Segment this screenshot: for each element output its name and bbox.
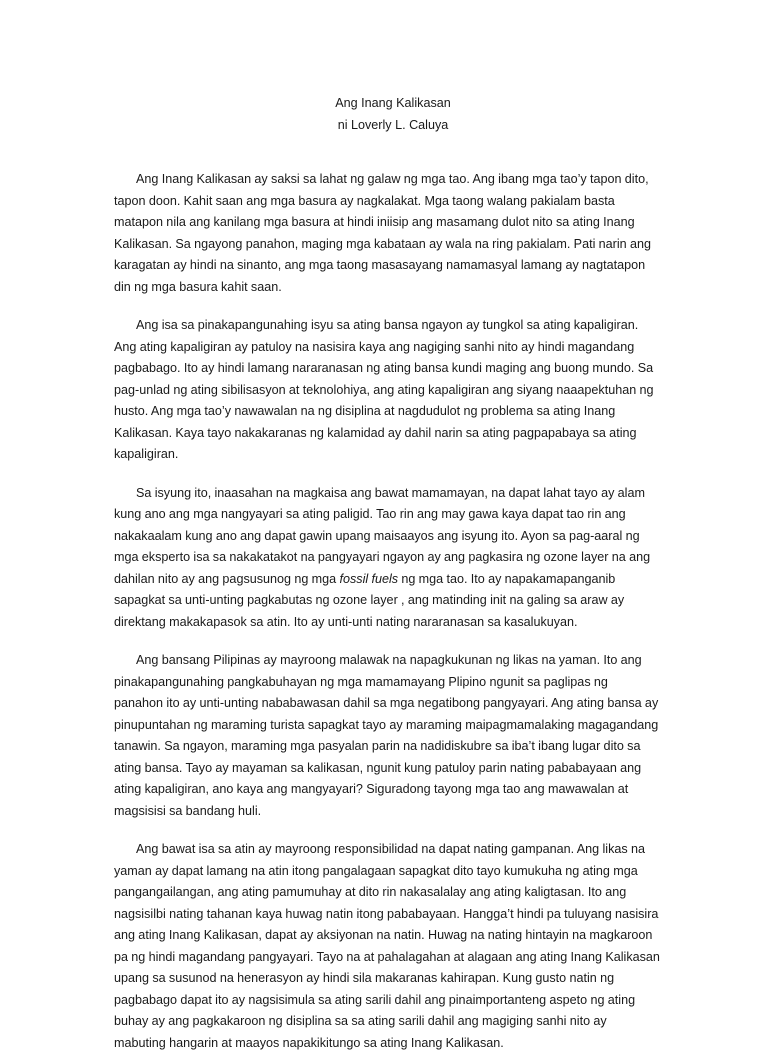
paragraph-1 [114, 169, 660, 298]
paragraph-2 [114, 315, 660, 466]
document-author: ni Loverly L. Caluya [337, 118, 449, 132]
paragraph-2-text: Ang isa sa pinakapangunahing isyu sa ating bansa ngayon ay tungkol sa ating kapaligiran. Ang ating kapaligiran ay patuloy na nasisira kaya ang nagiging sanhi nito ay hindi magandang pagbabago. Ito ay hindi lamang nararanasan ng ating bansa kundi maging ang buong mundo. Sa pag-unlad ng ating sibilisasyon at teknolohiya, ang ating kapaligiran ang siyang naaapektuhan ng husto. Ang mga tao’y nawawalan na ng disiplina at nagdudulot ng problema sa ating Inang Kalikasan. Kaya tayo nakakaranas ng kalamidad ay dahil narin sa ating pagpapabaya sa ating kapaligiran. [114, 318, 654, 461]
paragraph-4 [114, 650, 660, 822]
paragraph-3 [114, 483, 660, 634]
document-title: Ang Inang Kalikasan [335, 96, 451, 110]
paragraph-3-emphasis: fossil fuels [339, 571, 399, 586]
paragraph-1-text: Ang Inang Kalikasan ay saksi sa lahat ng galaw ng mga tao. Ang ibang mga tao’y tapon dito, tapon doon. Kahit saan ang mga basura ay nagkalakat. Mga taong walang pakialam basta matapon nila ang kanilang mga basura at hindi iniisip ang masamang dulot nito sa ating Inang Kalikasan. Sa ngayong panahon, maging mga kabataan ay wala na ring pakialam. Pati narin ang karagatan ay hindi na sinanto, ang mga taong masasayang namamasyal lamang ay nagtatapon din ng mga basura kahit saan. [114, 172, 651, 294]
paragraph-4-text: Ang bansang Pilipinas ay mayroong malawak na napagkukunan ng likas na yaman. Ito ang pinakapangunahing pangkabuhayan ng mga mamamayang Plipino ngunit sa paglipas ng panahon ito ay unti-unting nababawasan dahil sa mga negatibong pangyayari. Ang ating bansa ay pinupuntahan ng maraming turista sapagkat tayo ay maraming maipagmamalaking magagandang tanawin. Sa ngayon, maraming mga pasyalan parin na nadidiskubre sa iba’t ibang lugar dito sa ating bansa. Tayo ay mayaman sa kalikasan, ngunit kung patuloy parin nating pababayaan ang ating kapaligiran, ano kaya ang mangyayari? Siguradong tayong mga tao ang mawawalan at magsisisi sa bandang huli. [114, 653, 659, 818]
paragraph-5 [114, 839, 660, 1054]
title-block [126, 92, 660, 136]
paragraph-5-text: Ang bawat isa sa atin ay mayroong responsibilidad na dapat nating gampanan. Ang likas na yaman ay dapat lamang na atin itong pangalagaan sapagkat dito tayo kumukuha ng ating mga pangangailangan, ang ating pamumuhay at dito rin nakasalalay ang ating kaligtasan. Ito ang nagsisilbi nating tahanan kaya huwag natin itong pababayaan. Hangga’t hindi pa tuluyang nasisira ang ating Inang Kalikasan, dapat ay aksiyonan na natin. Huwag na nating hintayin na magkaroon pa ng hindi magandang pangyayari. Tayo na at pahalagahan at alagaan ang ating Inang Kalikasan upang sa susunod na henerasyon ay hindi sila makaranas kahirapan. Kung gusto natin ng pagbabago dapat ito ay nagsisimula sa ating sarili dahil ang pinaimportanteng aspeto ng ating buhay ay ang pagkakaroon ng disiplina sa sa ating sarili dahil ang magiging sanhi nito ay mabuting hangarin at maayos napakikitungo sa ating Inang Kalikasan. [114, 842, 660, 1050]
paragraph-3-text-b: ng mga tao. Ito ay napakamapanganib sapagkat sa unti-unting pagkabutas ng ozone layer , ang matinding init na galing sa araw ay direktang makakapasok sa atin. Ito ay unti-unti nating nararanasan sa kasalukuyan. [114, 571, 625, 629]
paragraph-3-text-a: Sa isyung ito, inaasahan na magkaisa ang bawat mamamayan, na dapat lahat tayo ay alam kung ano ang mga nangyayari sa ating paligid. Tao rin ang may gawa kaya dapat tao rin ang nakakaalam kung ano ang dapat gawin upang maisaayos ang isyung ito. Ayon sa pag-aaral ng mga eksperto isa sa nakakatakot na pangyayari ngayon ay ang pagkasira ng ozone layer na ang dahilan nito ay ang pagsusunog ng mga [114, 485, 651, 586]
